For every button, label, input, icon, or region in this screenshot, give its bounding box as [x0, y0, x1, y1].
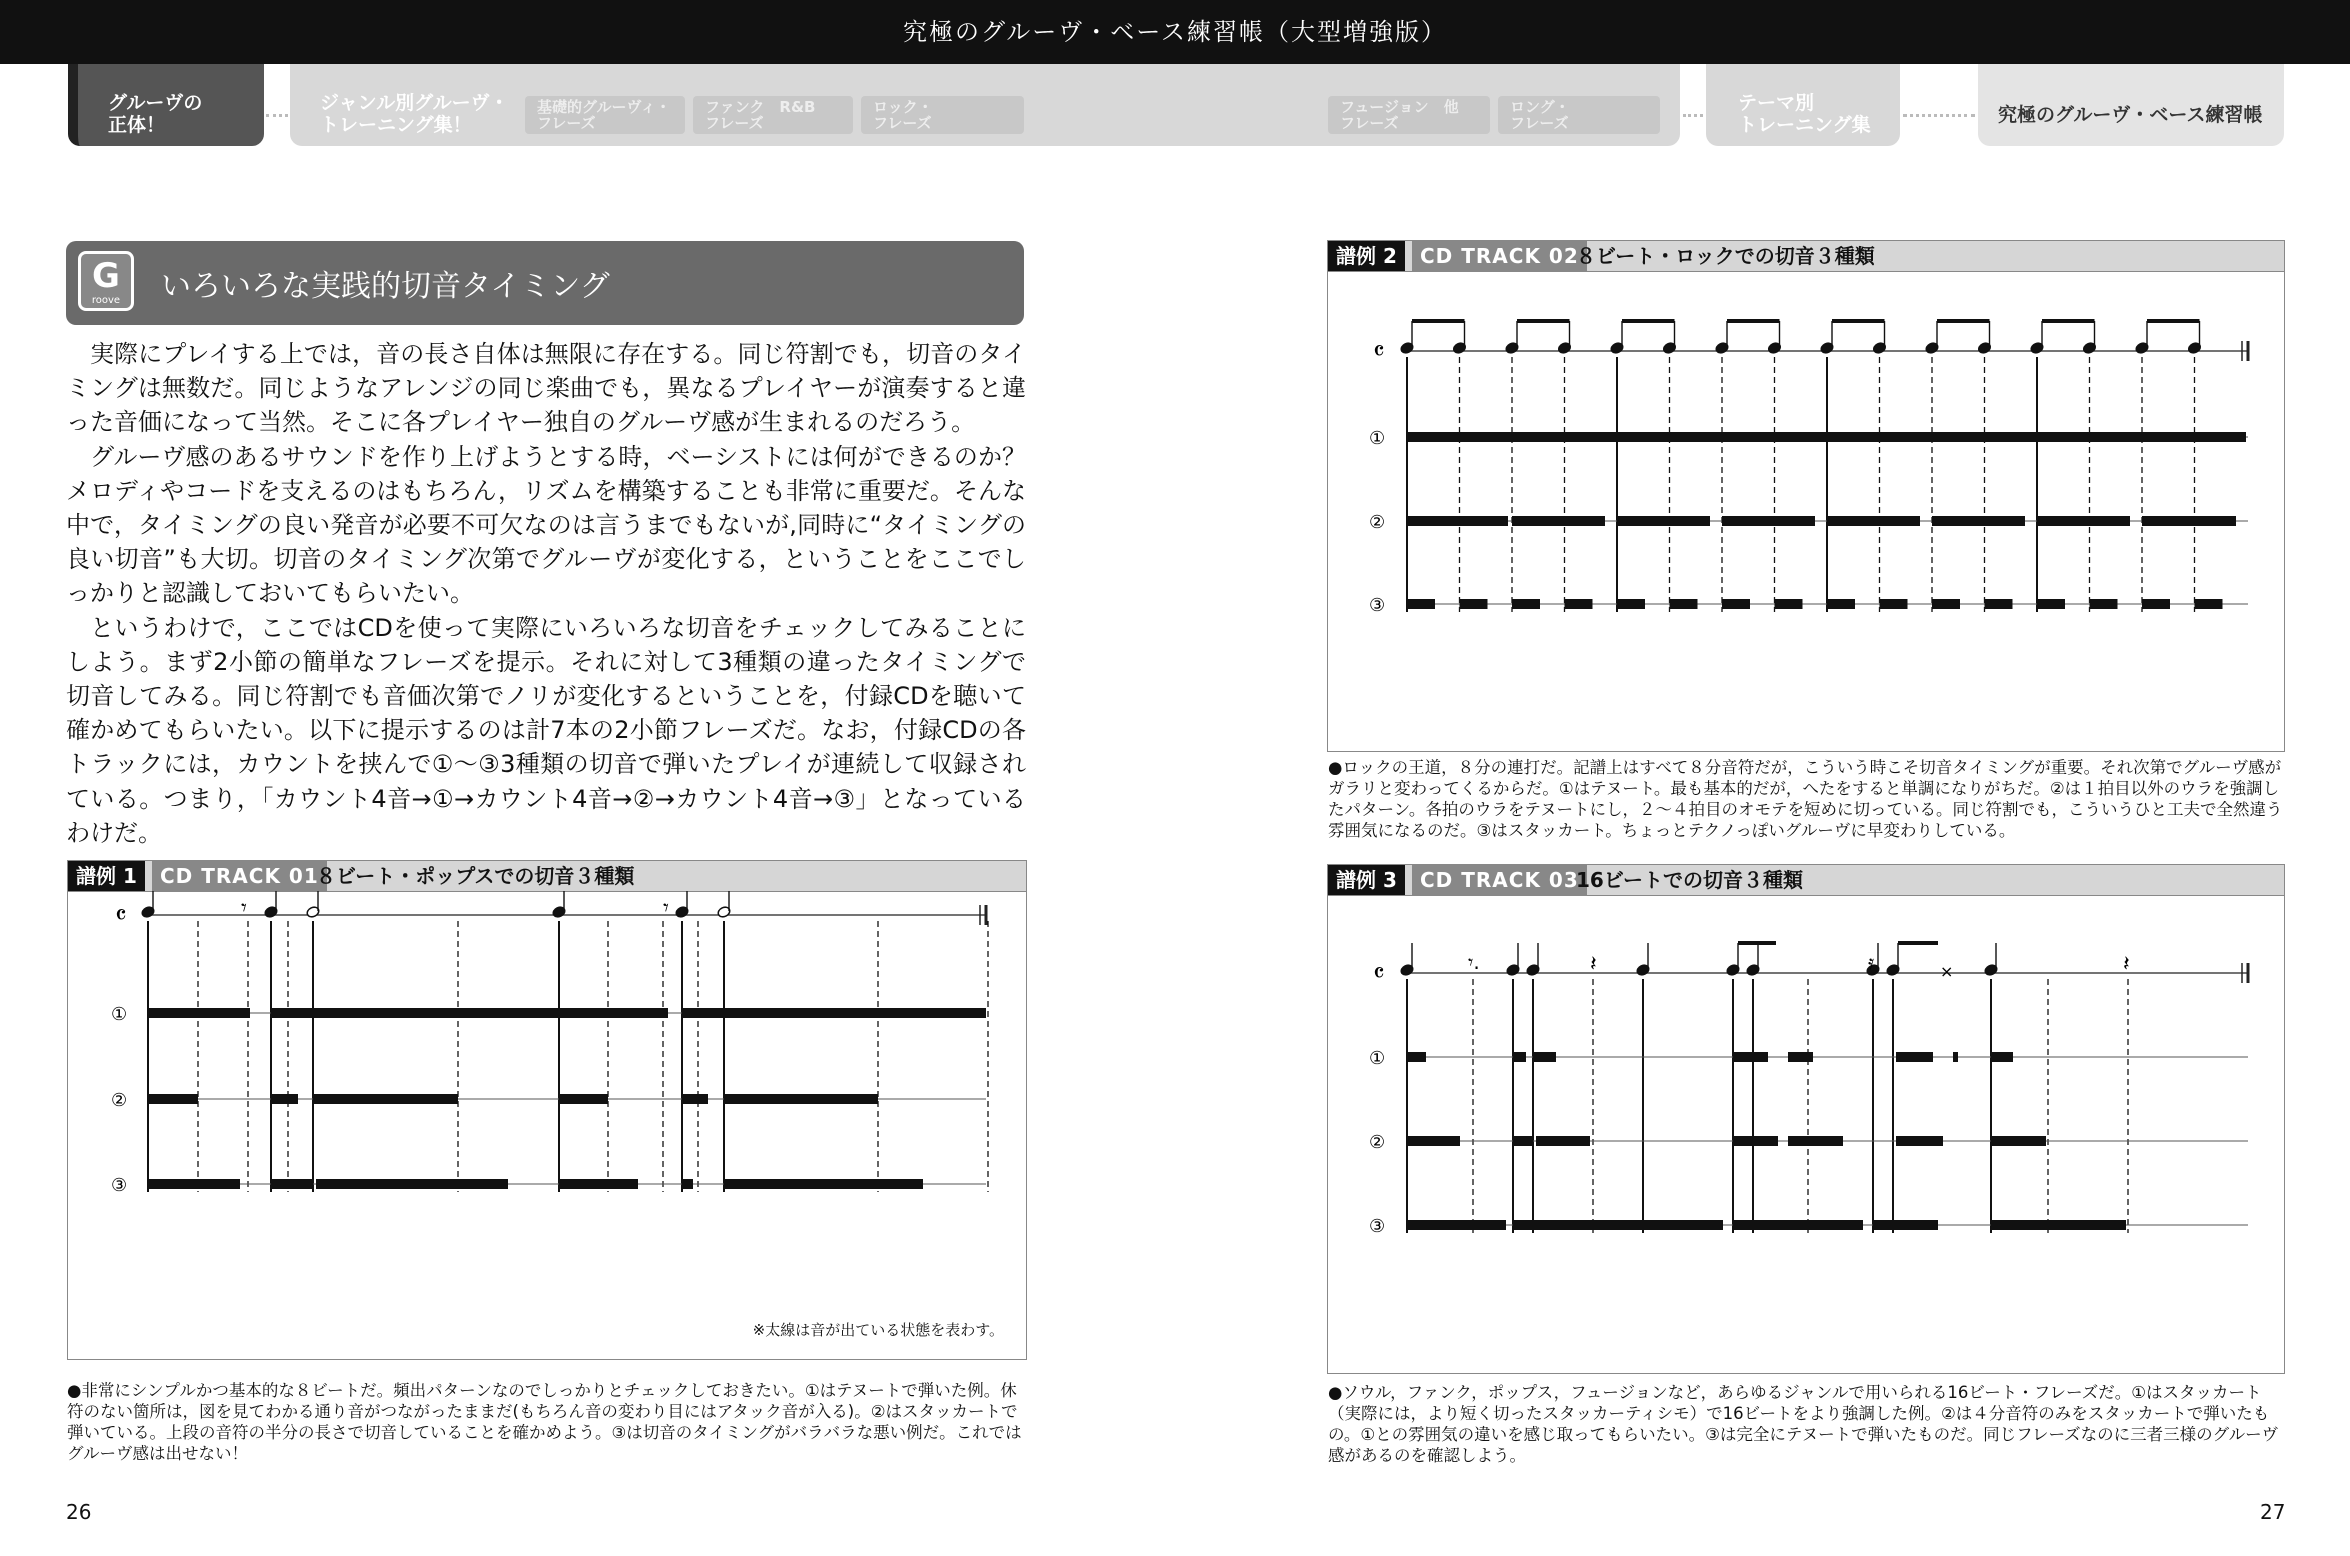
- sound-bar: [559, 1179, 638, 1189]
- sound-bar: [1722, 599, 1750, 609]
- sound-bar: [1407, 1052, 1426, 1062]
- beam: [1622, 319, 1675, 323]
- sound-bar: [1991, 1220, 2126, 1230]
- sound-bar: [1536, 1136, 1590, 1146]
- tab-label: トレーニング集！: [320, 114, 472, 136]
- sound-bar: [271, 1008, 668, 1018]
- tab-label: テーマ別: [1738, 92, 1815, 114]
- sound-bar: [1407, 432, 2246, 442]
- nav-divider: [1903, 114, 1975, 117]
- dotted-eighth-rest: 𝄾.: [1468, 950, 1480, 974]
- paragraph: 実際にプレイする上では，音の長さ自体は無限に存在する。同じ符割でも，切音のタイミングは無数だ。同じようなアレンジの同じ楽曲でも，異なるプレイヤーが演奏すると違った音価になって当然。そこに各プレイヤー独自のグルーヴ感が生まれるのだろう。: [66, 340, 1026, 437]
- sound-bar: [1896, 1136, 1943, 1146]
- subtab-label: ファンク R&B: [705, 98, 816, 116]
- sound-bar: [1533, 1052, 1556, 1062]
- sound-bar: [271, 1094, 298, 1104]
- example-2-caption: ●ロックの王道，８分の連打だ。記譜上はすべて８分音符だが，こういう時こそ切音タイミングが重要。それ次第でグルーヴ感がガラリと変わってくるからだ。①はテヌート。最も基本的だが，へたをすると単調になりがちだ。②は１拍目以外のウラを強調したパターン。各拍のウラをテヌートにし，２〜４拍目のオモテを短めに切っている。同じ符割でも，こういうひと工夫で全然違う雰囲気になるのだ。③はスタッカート。ちょっとテクノっぽいグルーヴに早変わりしている。: [1328, 758, 2283, 840]
- sound-bar: [1670, 599, 1698, 609]
- time-signature: 𝄴: [1373, 337, 1385, 367]
- beam: [2042, 319, 2095, 323]
- paragraph: というわけで，ここではCDを使って実際にいろいろな切音をチェックしてみることにしよう。まず2小節の簡単なフレーズを提示。それに対して3種類の違ったタイミングで切音してみる。同じ符割でも音価次第でノリが変化するということを，付録CDを聴いて確かめてもらいたい。以下に提示するのは計7本の2小節フレーズだ。なお，付録CDの各トラックには，カウントを挟んで①〜③3種類の切音で弾いたプレイが連続して収録されている。つまり，「カウント4音→①→カウント4音→②→カウント4音→③」となっているわけだ。: [66, 613, 1026, 847]
- tab-book-title[interactable]: [1978, 64, 2284, 146]
- subtab-rock[interactable]: [861, 96, 1024, 134]
- page-number-right: 27: [2260, 1500, 2286, 1524]
- sound-bar: [1407, 1136, 1460, 1146]
- beam: [1832, 319, 1885, 323]
- sound-bar: [2037, 599, 2065, 609]
- sound-bar: [1733, 1220, 1863, 1230]
- sound-bar: [1513, 1136, 1533, 1146]
- sound-bar: [148, 1094, 198, 1104]
- paragraph: グルーヴ感のあるサウンドを作り上げようとする時，ベーシストには何ができるのか？ メロディやコードを支えるのはもちろん，リズムを構築することも非常に重要だ。そんな中で，タイミングの良い発音が必要不可欠なのは言うまでもないが,同時に“タイミングの良い切音”も大切。切音のタイミング次第でグルーヴが変化する，ということをここでしっかりと認識しておいてもらいたい。: [66, 442, 1050, 608]
- sound-bar: [2195, 599, 2223, 609]
- sound-bar: [1513, 1220, 1723, 1230]
- time-signature: 𝄴: [115, 901, 127, 931]
- sound-bar: [682, 1094, 708, 1104]
- sound-bar: [1775, 599, 1803, 609]
- tab-groove-identity[interactable]: [68, 64, 264, 146]
- subtab-label: フレーズ: [1340, 114, 1399, 132]
- nav-divider: [266, 114, 288, 117]
- row-label: ②: [1369, 512, 1386, 533]
- sound-bar: [1896, 1052, 1933, 1062]
- example-1-caption: ●非常にシンプルかつ基本的な８ビートだ。頻出パターンなのでしっかりとチェックしておきたい。①はテヌートで弾いた例。休符のない箇所は，図を見てわかる通り音がつながったままだ(もちろん音の変わり目にはアタック音が入る)。②はスタッカートで弾いている。上段の音符の半分の長さで切音していることを確かめよう。③は切音のタイミングがバラバラな悪い例だ。これではグルーヴ感は出せない！: [67, 1381, 1022, 1463]
- sound-bar: [1512, 516, 1605, 526]
- row-label: ③: [111, 1175, 128, 1196]
- sound-bar: [724, 1094, 878, 1104]
- sound-bar: [2090, 599, 2118, 609]
- rhythm-diagram: [68, 891, 1025, 1359]
- row-label: ①: [1369, 1048, 1386, 1069]
- beam: [1412, 319, 1465, 323]
- example-title: 16ビートでの切音３種類: [1576, 868, 1804, 892]
- sound-bar: [1513, 1052, 1526, 1062]
- sound-bar: [1932, 516, 2025, 526]
- eighth-rest: 𝄾: [241, 896, 247, 921]
- rhythm-diagram: [1328, 271, 2283, 751]
- sound-bar: [2037, 516, 2130, 526]
- sound-bar: [1827, 599, 1855, 609]
- sound-bar: [316, 1179, 508, 1189]
- sound-bar: [724, 1179, 923, 1189]
- section-heading: [66, 241, 1024, 325]
- example-label: 譜例 2: [1328, 241, 1405, 271]
- sound-bar: [313, 1094, 458, 1104]
- sound-bar: [271, 1179, 313, 1189]
- groove-badge-icon: [78, 251, 134, 311]
- beam: [1937, 319, 1990, 323]
- example-3-caption: ●ソウル，ファンク，ポップス，フュージョンなど，あらゆるジャンルで用いられる16ビート・フレーズだ。①はスタッカート（実際には，より短く切ったスタッカーティシモ）で16ビートをより強調した例。②は４分音符のみをスタッカートで弾いたもの。①との雰囲気の違いを感じ取ってもらいたい。③は完全にテヌートで弾いたものだ。同じフレーズなのに三者三様のグルーヴ感があるのを確認しよう。: [1328, 1383, 2279, 1465]
- subtab-label: フュージョン 他: [1340, 98, 1459, 116]
- sound-bar: [1512, 599, 1540, 609]
- time-signature: 𝄴: [1373, 959, 1385, 989]
- tab-label: 正体！: [108, 114, 166, 136]
- sound-bar: [1407, 1220, 1506, 1230]
- sound-bar: [1407, 599, 1435, 609]
- row-label: ②: [1369, 1132, 1386, 1153]
- sound-bar: [1873, 1220, 1938, 1230]
- sound-bar: [1991, 1052, 2013, 1062]
- book-title: 究極のグルーヴ・ベース練習帳（大型増強版）: [902, 18, 1448, 46]
- tab-label: ジャンル別グルーヴ・: [320, 92, 509, 114]
- beam: [1517, 319, 1570, 323]
- row-label: ②: [111, 1090, 128, 1111]
- chapter-nav: [0, 64, 2350, 154]
- subtab-funk[interactable]: [693, 96, 853, 134]
- sound-bar: [1827, 516, 1920, 526]
- subtab-label: フレーズ: [705, 114, 764, 132]
- section-title: いろいろな実践的切音タイミング: [161, 269, 610, 304]
- row-label: ①: [1369, 428, 1386, 449]
- sound-bar: [1953, 1052, 1958, 1062]
- subtab-label: フレーズ: [873, 114, 932, 132]
- tab-label: グルーヴの: [108, 92, 203, 114]
- example-title: ８ビート・ポップスでの切音３種類: [316, 864, 635, 888]
- example-title: ８ビート・ロックでの切音３種類: [1576, 244, 1875, 268]
- running-header: [0, 0, 2350, 64]
- subtab-long[interactable]: [1498, 96, 1660, 134]
- subtab-fusion[interactable]: [1328, 96, 1490, 134]
- sound-bar: [1991, 1136, 2046, 1146]
- sound-bar: [148, 1179, 240, 1189]
- tab-label: トレーニング集: [1738, 114, 1871, 136]
- tab-theme-training[interactable]: [1706, 64, 1900, 146]
- sound-bar: [1788, 1136, 1843, 1146]
- beam: [1727, 319, 1780, 323]
- example-1: [67, 860, 1027, 1360]
- beam: [1898, 941, 1938, 945]
- sound-bar: [148, 1008, 250, 1018]
- sound-bar: [1880, 599, 1908, 609]
- sound-bar: [682, 1179, 693, 1189]
- tab-label: 究極のグルーヴ・ベース練習帳: [1998, 104, 2263, 126]
- example-label: 譜例 3: [1328, 865, 1405, 895]
- rhythm-diagram: [1328, 895, 2283, 1373]
- sound-bar: [559, 1094, 608, 1104]
- eighth-rest: 𝄾: [663, 896, 669, 921]
- sixteenth-rest: 𝄿: [1868, 950, 1875, 974]
- sound-bar: [1617, 516, 1710, 526]
- subtab-label: フレーズ: [537, 114, 596, 132]
- sound-bar: [1985, 599, 2013, 609]
- body-text: [66, 337, 1050, 850]
- badge-letter: G: [92, 256, 120, 296]
- example-header: [1328, 241, 2284, 272]
- sound-bar: [1460, 599, 1488, 609]
- example-header: [68, 861, 1026, 892]
- quarter-rest: 𝄽: [2123, 952, 2130, 977]
- nav-divider: [1683, 114, 1703, 117]
- track-label: CD TRACK 01: [152, 861, 327, 891]
- row-label: ③: [1369, 595, 1386, 616]
- sound-bar: [1617, 599, 1645, 609]
- row-label: ①: [111, 1004, 128, 1025]
- sound-bar: [2142, 599, 2170, 609]
- quarter-rest: 𝄽: [1590, 952, 1597, 977]
- subtab-label: ロング・: [1510, 98, 1570, 116]
- track-label: CD TRACK 03: [1412, 865, 1587, 895]
- subtab-label: ロック・: [873, 98, 933, 116]
- subtab-label: 基礎的グルーヴィ・: [537, 98, 671, 116]
- beam: [1738, 941, 1776, 945]
- example-header: [1328, 865, 2284, 896]
- sound-bar: [682, 1008, 986, 1018]
- page-number-left: 26: [66, 1500, 92, 1524]
- diagram-note: ※太線は音が出ている状態を表わす。: [752, 1321, 1004, 1339]
- sound-bar: [1932, 599, 1960, 609]
- sound-bar: [1407, 516, 1508, 526]
- dead-note: ×: [1940, 962, 1954, 981]
- badge-sub: roove: [91, 295, 121, 306]
- beam: [2147, 319, 2200, 323]
- sound-bar: [2142, 516, 2236, 526]
- row-label: ③: [1369, 1216, 1386, 1237]
- example-label: 譜例 1: [68, 861, 145, 891]
- track-label: CD TRACK 02: [1412, 241, 1587, 271]
- subtab-label: フレーズ: [1510, 114, 1569, 132]
- example-3: [1327, 864, 2285, 1374]
- sound-bar: [1788, 1052, 1813, 1062]
- subtab-basic[interactable]: [525, 96, 685, 134]
- sound-bar: [1733, 1052, 1768, 1062]
- example-2: [1327, 240, 2285, 752]
- sound-bar: [1733, 1136, 1778, 1146]
- sound-bar: [1565, 599, 1593, 609]
- sound-bar: [1722, 516, 1815, 526]
